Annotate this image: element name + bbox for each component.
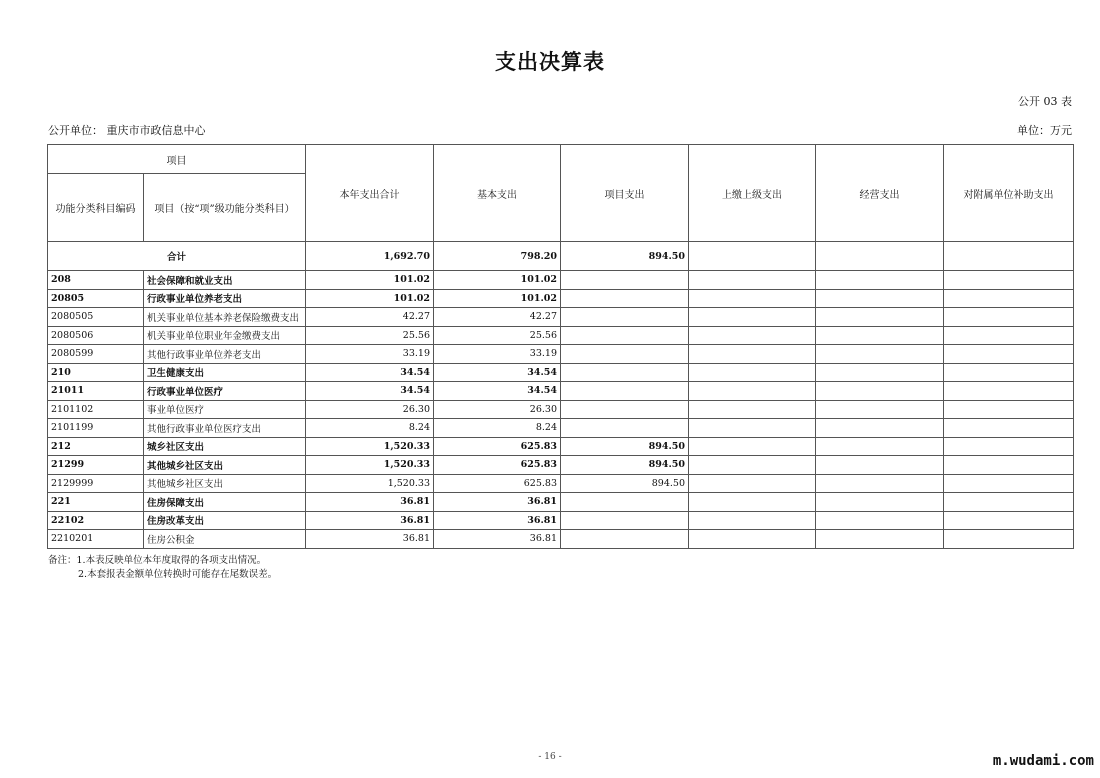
cell-upper-level [689, 400, 816, 419]
cell-upper-level [689, 271, 816, 290]
expenditure-table [47, 144, 1074, 549]
cell-business [816, 271, 944, 290]
cell-name: 机关事业单位职业年金缴费支出 [144, 326, 306, 345]
cell-project-expenditure [561, 326, 689, 345]
cell-code: 2080506 [48, 326, 144, 345]
table-row [48, 289, 1074, 308]
cell-upper-level [689, 437, 816, 456]
cell-business [816, 242, 944, 271]
cell-subsidy [944, 530, 1074, 549]
table-row [48, 400, 1074, 419]
cell-business [816, 345, 944, 364]
cell-upper-level [689, 242, 816, 271]
cell-subsidy [944, 437, 1074, 456]
note-1: 备注：1.本表反映单位本年度取得的各项支出情况。 [48, 555, 267, 566]
cell-name: 其他行政事业单位养老支出 [144, 345, 306, 364]
cell-project-expenditure [561, 382, 689, 401]
cell-upper-level [689, 363, 816, 382]
note-2: 2.本套报表金额单位转换时可能存在尾数误差。 [78, 569, 278, 580]
cell-basic: 625.83 [434, 474, 561, 493]
cell-total: 25.56 [306, 326, 434, 345]
cell-total: 1,520.33 [306, 456, 434, 475]
cell-business [816, 363, 944, 382]
cell-basic: 36.81 [434, 511, 561, 530]
cell-upper-level [689, 474, 816, 493]
cell-subsidy [944, 289, 1074, 308]
cell-name: 住房保障支出 [144, 493, 306, 512]
header-code: 功能分类科目编码 [48, 174, 144, 242]
cell-upper-level [689, 530, 816, 549]
cell-subsidy [944, 308, 1074, 327]
cell-business [816, 437, 944, 456]
cell-business [816, 456, 944, 475]
cell-business [816, 474, 944, 493]
table-row [48, 308, 1074, 327]
cell-project-expenditure [561, 511, 689, 530]
header-project: 项目 [48, 145, 306, 174]
cell-upper-level [689, 493, 816, 512]
notes [48, 554, 277, 582]
cell-upper-level [689, 456, 816, 475]
cell-total: 101.02 [306, 289, 434, 308]
cell-total: 36.81 [306, 530, 434, 549]
cell-code: 212 [48, 437, 144, 456]
cell-project-expenditure [561, 271, 689, 290]
header-business: 经营支出 [816, 145, 944, 242]
table-row [48, 271, 1074, 290]
cell-subsidy [944, 511, 1074, 530]
cell-upper-level [689, 308, 816, 327]
cell-subsidy [944, 363, 1074, 382]
cell-business [816, 530, 944, 549]
cell-subsidy [944, 474, 1074, 493]
cell-project-expenditure: 894.50 [561, 456, 689, 475]
table-row [48, 326, 1074, 345]
table-row [48, 345, 1074, 364]
cell-basic: 42.27 [434, 308, 561, 327]
cell-upper-level [689, 419, 816, 438]
cell-subsidy [944, 345, 1074, 364]
cell-code: 2101102 [48, 400, 144, 419]
table-row [48, 530, 1074, 549]
cell-basic: 8.24 [434, 419, 561, 438]
total-label: 合计 [48, 242, 306, 271]
cell-name: 其他城乡社区支出 [144, 474, 306, 493]
cell-name: 事业单位医疗 [144, 400, 306, 419]
cell-total: 1,692.70 [306, 242, 434, 271]
table-row [48, 419, 1074, 438]
cell-name: 行政事业单位养老支出 [144, 289, 306, 308]
cell-total: 36.81 [306, 511, 434, 530]
cell-project-expenditure [561, 345, 689, 364]
cell-basic: 26.30 [434, 400, 561, 419]
cell-name: 机关事业单位基本养老保险缴费支出 [144, 308, 306, 327]
cell-project-expenditure: 894.50 [561, 474, 689, 493]
cell-name: 卫生健康支出 [144, 363, 306, 382]
cell-basic: 101.02 [434, 289, 561, 308]
header-upper-level: 上缴上级支出 [689, 145, 816, 242]
cell-business [816, 400, 944, 419]
cell-project-expenditure [561, 308, 689, 327]
cell-code: 22102 [48, 511, 144, 530]
cell-upper-level [689, 289, 816, 308]
table-row [48, 437, 1074, 456]
cell-project-expenditure [561, 289, 689, 308]
cell-business [816, 511, 944, 530]
site-watermark: m.wudami.com [992, 753, 1094, 769]
cell-subsidy [944, 326, 1074, 345]
table-row [48, 456, 1074, 475]
cell-subsidy [944, 493, 1074, 512]
form-number: 公开 03 表 [1018, 95, 1072, 108]
cell-code: 2101199 [48, 419, 144, 438]
cell-project-expenditure [561, 493, 689, 512]
cell-total: 8.24 [306, 419, 434, 438]
cell-total: 101.02 [306, 271, 434, 290]
table-row [48, 511, 1074, 530]
cell-basic: 33.19 [434, 345, 561, 364]
table-row [48, 474, 1074, 493]
cell-upper-level [689, 382, 816, 401]
cell-code: 210 [48, 363, 144, 382]
currency-unit: 单位：万元 [1017, 124, 1072, 137]
cell-subsidy [944, 456, 1074, 475]
cell-total: 34.54 [306, 382, 434, 401]
header-basic: 基本支出 [434, 145, 561, 242]
cell-project-expenditure [561, 530, 689, 549]
cell-business [816, 493, 944, 512]
cell-total: 33.19 [306, 345, 434, 364]
cell-basic: 625.83 [434, 456, 561, 475]
cell-subsidy [944, 242, 1074, 271]
cell-total: 34.54 [306, 363, 434, 382]
cell-total: 36.81 [306, 493, 434, 512]
table-row [48, 363, 1074, 382]
page-number: - 16 - [538, 752, 562, 762]
cell-subsidy [944, 419, 1074, 438]
cell-business [816, 289, 944, 308]
cell-subsidy [944, 271, 1074, 290]
cell-total: 1,520.33 [306, 474, 434, 493]
cell-basic: 36.81 [434, 530, 561, 549]
cell-basic: 34.54 [434, 363, 561, 382]
cell-name: 城乡社区支出 [144, 437, 306, 456]
cell-code: 20805 [48, 289, 144, 308]
cell-name: 行政事业单位医疗 [144, 382, 306, 401]
cell-code: 221 [48, 493, 144, 512]
cell-subsidy [944, 382, 1074, 401]
header-total: 本年支出合计 [306, 145, 434, 242]
reporting-unit: 公开单位： 重庆市市政信息中心 [48, 124, 206, 137]
cell-total: 26.30 [306, 400, 434, 419]
cell-total: 1,520.33 [306, 437, 434, 456]
cell-basic: 625.83 [434, 437, 561, 456]
cell-code: 2080505 [48, 308, 144, 327]
cell-code: 21011 [48, 382, 144, 401]
header-subsidy: 对附属单位补助支出 [944, 145, 1074, 242]
cell-business [816, 419, 944, 438]
cell-basic: 25.56 [434, 326, 561, 345]
cell-business [816, 308, 944, 327]
table-row [48, 382, 1074, 401]
cell-upper-level [689, 345, 816, 364]
cell-name: 住房公积金 [144, 530, 306, 549]
cell-code: 2210201 [48, 530, 144, 549]
cell-code: 2080599 [48, 345, 144, 364]
total-row [48, 242, 1074, 271]
cell-total: 42.27 [306, 308, 434, 327]
cell-business [816, 382, 944, 401]
cell-project-expenditure [561, 419, 689, 438]
cell-project-expenditure: 894.50 [561, 242, 689, 271]
cell-name: 社会保障和就业支出 [144, 271, 306, 290]
cell-code: 2129999 [48, 474, 144, 493]
cell-basic: 34.54 [434, 382, 561, 401]
header-project-expenditure: 项目支出 [561, 145, 689, 242]
cell-name: 住房改革支出 [144, 511, 306, 530]
cell-basic: 798.20 [434, 242, 561, 271]
cell-name: 其他行政事业单位医疗支出 [144, 419, 306, 438]
table-row [48, 493, 1074, 512]
cell-project-expenditure: 894.50 [561, 437, 689, 456]
cell-business [816, 326, 944, 345]
cell-code: 208 [48, 271, 144, 290]
cell-name: 其他城乡社区支出 [144, 456, 306, 475]
cell-code: 21299 [48, 456, 144, 475]
cell-upper-level [689, 511, 816, 530]
cell-project-expenditure [561, 363, 689, 382]
cell-basic: 36.81 [434, 493, 561, 512]
cell-basic: 101.02 [434, 271, 561, 290]
header-name: 项目（按“项”级功能分类科目） [144, 174, 306, 242]
cell-subsidy [944, 400, 1074, 419]
cell-project-expenditure [561, 400, 689, 419]
cell-upper-level [689, 326, 816, 345]
page-title: 支出决算表 [495, 50, 605, 74]
